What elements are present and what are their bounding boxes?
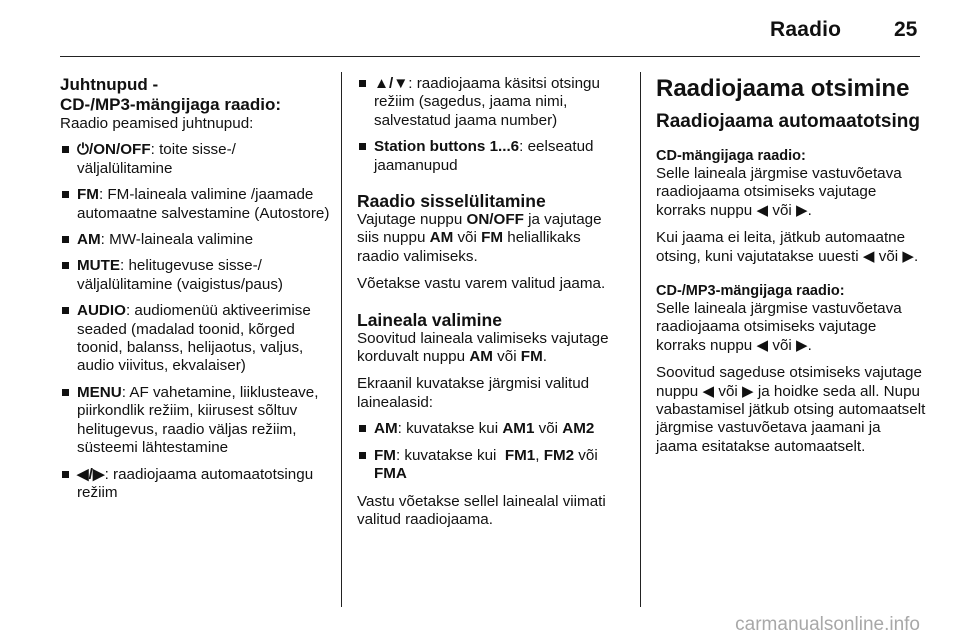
bullet-icon	[62, 389, 69, 396]
paragraph: Soovitud sageduse otsimiseks vajutage nuppu ◀ või ▶ ja hoidke seda all. Nupu vabastamisel jätkub otsing automaatselt järgmise vastuvõetava jaamani ja jaama esitatakse automaatselt.	[656, 364, 926, 455]
separator: :	[408, 75, 417, 92]
controls-heading-line2: CD-/MP3-mängijaga raadio:	[60, 95, 282, 114]
bullet-icon	[62, 146, 69, 153]
control-description: FM-laineala valimine /jaamade automaatne salvestamine (Autostore)	[77, 186, 330, 222]
control-key: ⏻/ON/OFF	[77, 141, 151, 159]
list-item: FM: kuvatakse kui FM1, FM2 või FMA	[357, 447, 627, 484]
bullet-icon	[62, 191, 69, 198]
label-mp3-radio: CD-/MP3-mängijaga raadio:	[656, 283, 845, 300]
column-station-search	[656, 75, 926, 456]
control-description: MW-laineala valimine	[109, 231, 254, 249]
control-key: ▲/▼	[374, 75, 409, 92]
bullet-icon	[62, 471, 69, 478]
list-item	[60, 231, 332, 249]
control-key: AM	[77, 231, 101, 249]
list-item	[60, 384, 332, 458]
separator: :	[104, 465, 114, 483]
paragraph: Selle laineala järgmise vastuvõetava raadiojaama otsimiseks vajutage korraks nuppu ◀ või ▶.	[656, 165, 902, 219]
bullet-icon	[359, 143, 366, 150]
section-heading-radio-on: Raadio sisselülitamine	[357, 191, 546, 212]
header-divider	[60, 56, 920, 57]
paragraph: Vastu võetakse sellel lainealal viimati valitud raadiojaama.	[357, 492, 606, 528]
separator: :	[519, 138, 528, 156]
bullet-icon	[359, 425, 366, 432]
control-key: ◀/▶	[77, 465, 105, 483]
section-heading-station-search: Raadiojaama otsimine	[656, 75, 910, 102]
list-item: AM: kuvatakse kui AM1 või AM2	[357, 420, 627, 438]
bullet-icon	[62, 262, 69, 269]
separator: :	[121, 383, 130, 401]
paragraph: Vajutage nuppu ON/OFF ja vajutage siis nuppu AM või FM heliallikaks raadio valimiseks.	[357, 211, 602, 265]
bullet-icon	[359, 80, 366, 87]
control-key: MUTE	[77, 257, 121, 275]
section-heading-band-select: Laineala valimine	[357, 309, 502, 330]
separator: :	[150, 141, 160, 159]
paragraph: Ekraanil kuvatakse järgmisi valitud lainealasid:	[357, 375, 590, 411]
paragraph: Võetakse vastu varem valitud jaama.	[357, 275, 606, 293]
bullet-icon	[62, 236, 69, 243]
watermark: carmanualsonline.info	[735, 614, 920, 635]
control-key: MENU	[77, 383, 122, 401]
subheading-auto-search: Raadiojaama automaatotsing	[656, 111, 920, 132]
list-item	[60, 186, 332, 223]
page-number: 25	[894, 18, 918, 41]
separator: :	[98, 186, 108, 204]
list-item	[60, 466, 332, 503]
list-item	[357, 75, 627, 130]
control-description: toite sisse-/ väljalülitamine	[77, 141, 236, 177]
paragraph: Soovitud laineala valimiseks vajutage korduvalt nuppu AM või FM.	[357, 329, 609, 366]
column-divider-2	[640, 72, 641, 607]
control-description: AF vahetamine, liiklusteave, piirkondlik režiim, kiirusest sõltuv helitugevus, raadio väljas režiim, süsteemi lähtestamine	[77, 383, 319, 457]
control-key: Station buttons 1...6	[374, 138, 520, 156]
control-description: raadiojaama automaatotsingu režiim	[77, 465, 314, 501]
control-description: raadiojaama käsitsi otsingu režiim (sagedus, jaama nimi, salvestatud jaama number)	[374, 75, 600, 129]
page-title: Raadio	[770, 18, 842, 41]
list-item	[60, 141, 332, 178]
paragraph: Kui jaama ei leita, jätkub automaatne otsing, kuni vajutatakse uuesti ◀ või ▶.	[656, 229, 919, 265]
control-key: AUDIO	[77, 302, 126, 320]
control-description: eelseatud jaamanupud	[374, 138, 594, 174]
label-cd-radio: CD-mängijaga raadio:	[656, 148, 806, 164]
separator: :	[100, 231, 110, 249]
column-controls	[60, 75, 332, 502]
control-description: audiomenüü aktiveerimise seaded (madalad toonid, kõrged toonid, balanss, helijaotus, valjus, audio viivitus, ekvalaiser)	[77, 302, 311, 375]
control-key: FM	[77, 186, 99, 204]
list-item	[60, 302, 332, 376]
separator: :	[120, 257, 129, 275]
paragraph: Selle laineala järgmise vastuvõetava raadiojaama otsimiseks vajutage korraks nuppu ◀ või ▶.	[656, 300, 902, 354]
list-item	[357, 138, 627, 175]
list-item	[60, 257, 332, 294]
control-description: helitugevuse sisse-/ väljalülitamine (vaigistus/paus)	[77, 257, 283, 293]
column-radio-on-and-band	[357, 75, 627, 529]
controls-heading-line1: Juhtnupud -	[60, 75, 159, 94]
bullet-icon	[62, 307, 69, 314]
column-divider-1	[341, 72, 342, 607]
separator: :	[125, 302, 135, 320]
bullet-icon	[359, 452, 366, 459]
controls-intro: Raadio peamised juhtnupud:	[60, 115, 254, 132]
